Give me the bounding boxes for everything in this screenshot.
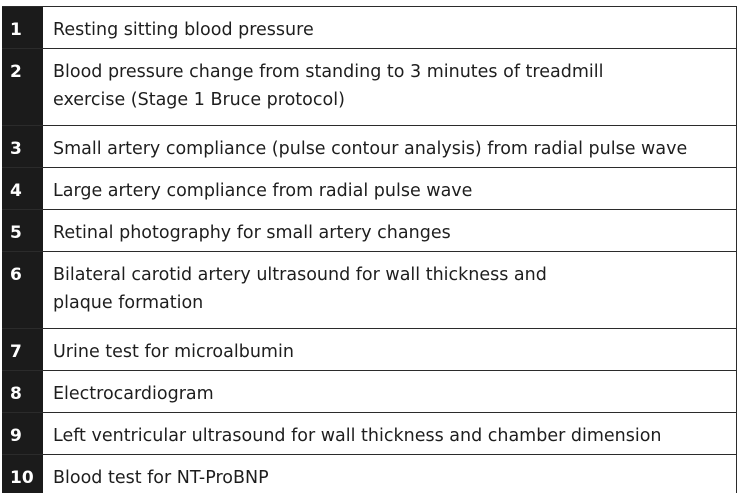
row-number: 5: [2, 210, 43, 251]
test-list-table: [2, 6, 737, 493]
table-row: [2, 168, 736, 210]
row-description: Electrocardiogram: [53, 384, 214, 404]
row-number: 1: [2, 7, 43, 48]
table-row: [2, 455, 736, 493]
row-description: Large artery compliance from radial pulse wave: [53, 181, 473, 201]
row-description: Blood test for NT-ProBNP: [53, 468, 269, 488]
row-description: Blood pressure change from standing to 3 minutes of treadmill exercise (Stage 1 Bruce protocol): [53, 62, 604, 110]
row-number: 8: [2, 371, 43, 412]
table-row: [2, 329, 736, 371]
row-description: Urine test for microalbumin: [53, 342, 294, 362]
row-description: Resting sitting blood pressure: [53, 20, 314, 40]
row-number: 9: [2, 413, 43, 454]
table-row: [2, 252, 736, 329]
row-description: Retinal photography for small artery changes: [53, 223, 451, 243]
row-description: Small artery compliance (pulse contour analysis) from radial pulse wave: [53, 139, 688, 159]
row-number: 6: [2, 252, 43, 328]
row-number: 3: [2, 126, 43, 167]
table-row: [2, 210, 736, 252]
row-number: 7: [2, 329, 43, 370]
row-description: Bilateral carotid artery ultrasound for wall thickness and plaque formation: [53, 265, 547, 313]
table-row: [2, 7, 736, 49]
row-number: 10: [2, 455, 43, 493]
table-row: [2, 413, 736, 455]
row-number: 2: [2, 49, 43, 125]
table-row: [2, 126, 736, 168]
row-number: 4: [2, 168, 43, 209]
table-row: [2, 49, 736, 126]
table-row: [2, 371, 736, 413]
row-description: Left ventricular ultrasound for wall thickness and chamber dimension: [53, 426, 662, 446]
